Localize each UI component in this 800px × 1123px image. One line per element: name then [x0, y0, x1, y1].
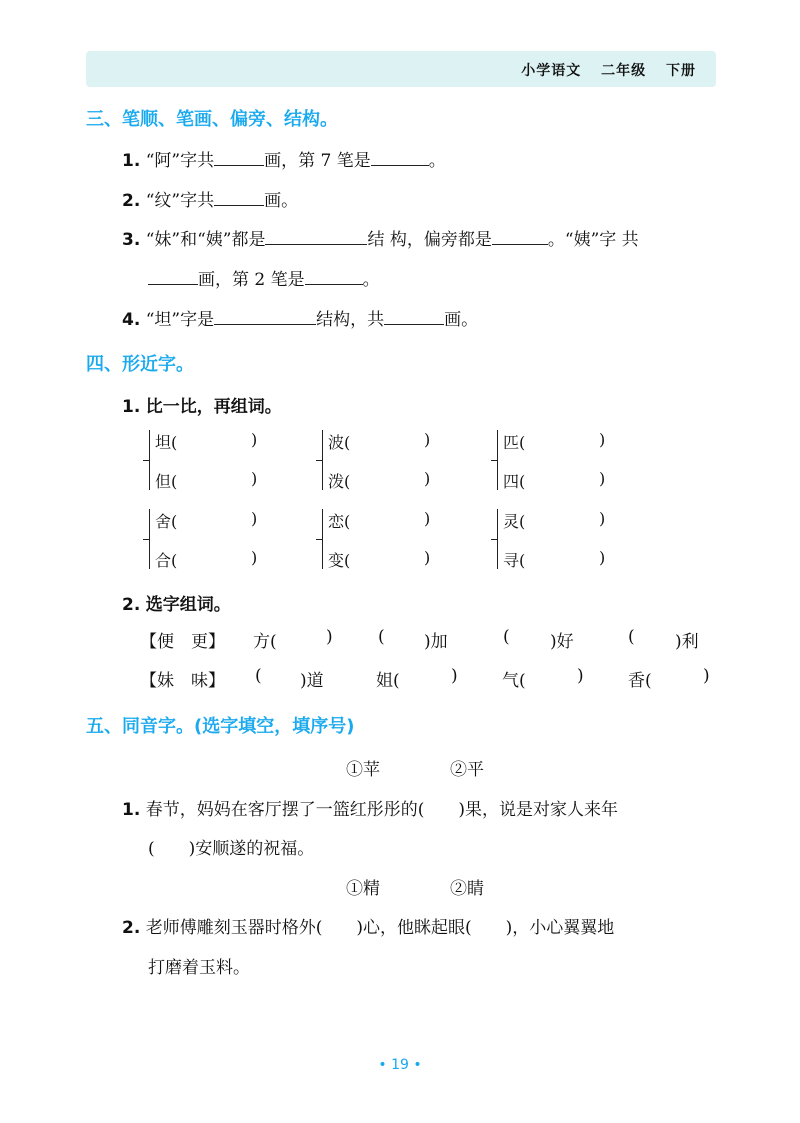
option-2: ②平 [450, 760, 484, 780]
question-text: 。“姨”字 共 [547, 230, 639, 250]
header-term: 下册 [666, 63, 696, 79]
char-stem: 灵( [503, 512, 526, 531]
answer-paren[interactable]: ) [599, 469, 606, 488]
section-5-title: 五、同音字。(选字填空，填序号) [86, 716, 355, 737]
question-text: 结构，共 [316, 310, 385, 330]
question-3-1 [122, 146, 446, 171]
question-text: 老师傅雕刻玉器时格外( )心，他眯起眼( )，小心翼翼地 [145, 918, 615, 938]
char-stem: 但( [155, 472, 178, 491]
word-pair-item [328, 469, 431, 492]
char-stem: 波( [328, 433, 351, 452]
char-stem: 寻( [503, 551, 526, 570]
question-5-2-cont: 打磨着玉料。 [148, 958, 250, 978]
section-4-title: 四、形近字。 [86, 354, 194, 375]
question-text: 画。 [264, 191, 299, 211]
answer-blank[interactable] [214, 308, 316, 325]
question-3-4 [122, 305, 478, 330]
answer-blank[interactable] [214, 149, 264, 166]
header-info [507, 60, 696, 80]
word-pair-item [328, 430, 431, 453]
question-4-2 [122, 590, 231, 615]
answer-paren[interactable]: ) [251, 509, 258, 528]
question-text: 画，第 7 笔是 [264, 151, 371, 171]
question-text: “坦”字是 [145, 310, 215, 330]
word-pair-item [328, 509, 431, 532]
question-number: 1. [122, 397, 141, 417]
answer-paren[interactable]: ) [251, 469, 258, 488]
answer-paren[interactable]: ) [251, 430, 258, 449]
word-pair-item [503, 469, 606, 492]
question-number: 1. [122, 800, 141, 820]
word-pair-item [503, 509, 606, 532]
answer-paren[interactable]: ) [424, 548, 431, 567]
question-number: 2. [122, 918, 141, 938]
option-1: ①苹 [346, 760, 380, 780]
question-text: “阿”字共 [145, 151, 215, 171]
answer-blank[interactable] [214, 189, 264, 206]
word-item: ( [255, 666, 262, 686]
word-item: )利 [675, 632, 699, 652]
question-5-1-cont: ( )安顺遂的祝福。 [148, 839, 315, 859]
word-pair-item [155, 469, 258, 492]
char-stem: 坦( [155, 433, 178, 452]
word-pair-item [503, 430, 606, 453]
question-text: 春节，妈妈在客厅摆了一篮红彤彤的( )果，说是对家人来年 [145, 800, 618, 820]
question-text: 。 [362, 270, 380, 290]
word-item: )加 [424, 632, 448, 652]
answer-blank[interactable] [148, 268, 198, 285]
answer-blank[interactable] [265, 228, 367, 245]
question-3-3-cont [148, 265, 380, 290]
question-text: 画。 [444, 310, 479, 330]
word-item: ( [503, 627, 510, 647]
option-2: ②睛 [450, 879, 484, 899]
answer-blank[interactable] [384, 308, 444, 325]
header-subject: 小学语文 [521, 63, 582, 79]
word-pair-item [155, 548, 258, 571]
question-number: 4. [122, 310, 141, 330]
char-stem: 匹( [503, 433, 526, 452]
question-number: 1. [122, 151, 141, 171]
char-stem: 合( [155, 551, 178, 570]
answer-paren[interactable]: ) [424, 469, 431, 488]
question-label: 比一比，再组词。 [145, 397, 282, 417]
question-5-2 [122, 913, 614, 938]
word-item: )道 [300, 671, 324, 691]
question-number: 3. [122, 230, 141, 250]
question-3-3 [122, 225, 639, 250]
choice-options-2: 【妹 味】 [140, 671, 225, 691]
question-text: “纹”字共 [145, 191, 215, 211]
char-stem: 泼( [328, 472, 351, 491]
choice-options-1: 【便 更】 [140, 632, 225, 652]
word-pair-item [328, 548, 431, 571]
answer-paren[interactable]: ) [599, 430, 606, 449]
answer-blank[interactable] [492, 228, 548, 245]
char-stem: 舍( [155, 512, 178, 531]
word-item: 香( [628, 671, 652, 691]
answer-paren[interactable]: ) [599, 548, 606, 567]
word-item: ) [451, 666, 458, 686]
question-label: 选字组词。 [145, 595, 231, 615]
word-item: ) [326, 627, 333, 647]
question-5-1 [122, 795, 618, 820]
word-pair-item [503, 548, 606, 571]
answer-paren[interactable]: ) [424, 509, 431, 528]
question-number: 2. [122, 595, 141, 615]
char-stem: 恋( [328, 512, 351, 531]
question-text: “妹”和“姨”都是 [145, 230, 266, 250]
word-item: ) [703, 666, 710, 686]
answer-paren[interactable]: ) [251, 548, 258, 567]
answer-paren[interactable]: ) [424, 430, 431, 449]
answer-blank[interactable] [371, 149, 429, 166]
page-number: • 19 • [378, 1057, 422, 1073]
char-stem: 变( [328, 551, 351, 570]
question-3-2 [122, 186, 298, 211]
question-text: 结 构，偏旁都是 [367, 230, 492, 250]
word-item: 姐( [376, 671, 400, 691]
question-text: 画，第 2 笔是 [198, 270, 305, 290]
question-4-1 [122, 392, 282, 417]
word-pair-item [155, 430, 258, 453]
header-bar [86, 51, 716, 87]
question-text: 。 [428, 151, 446, 171]
word-pair-item [155, 509, 258, 532]
option-1: ①精 [346, 879, 380, 899]
header-grade: 二年级 [601, 63, 647, 79]
char-stem: 四( [503, 472, 526, 491]
word-item: 气( [502, 671, 526, 691]
word-item: ( [628, 627, 635, 647]
word-item: 方( [253, 632, 277, 652]
word-item: ) [577, 666, 584, 686]
question-number: 2. [122, 191, 141, 211]
section-3-title: 三、笔顺、笔画、偏旁、结构。 [86, 109, 338, 130]
answer-paren[interactable]: ) [599, 509, 606, 528]
word-item: ( [378, 627, 385, 647]
answer-blank[interactable] [305, 268, 363, 285]
word-item: )好 [550, 632, 574, 652]
